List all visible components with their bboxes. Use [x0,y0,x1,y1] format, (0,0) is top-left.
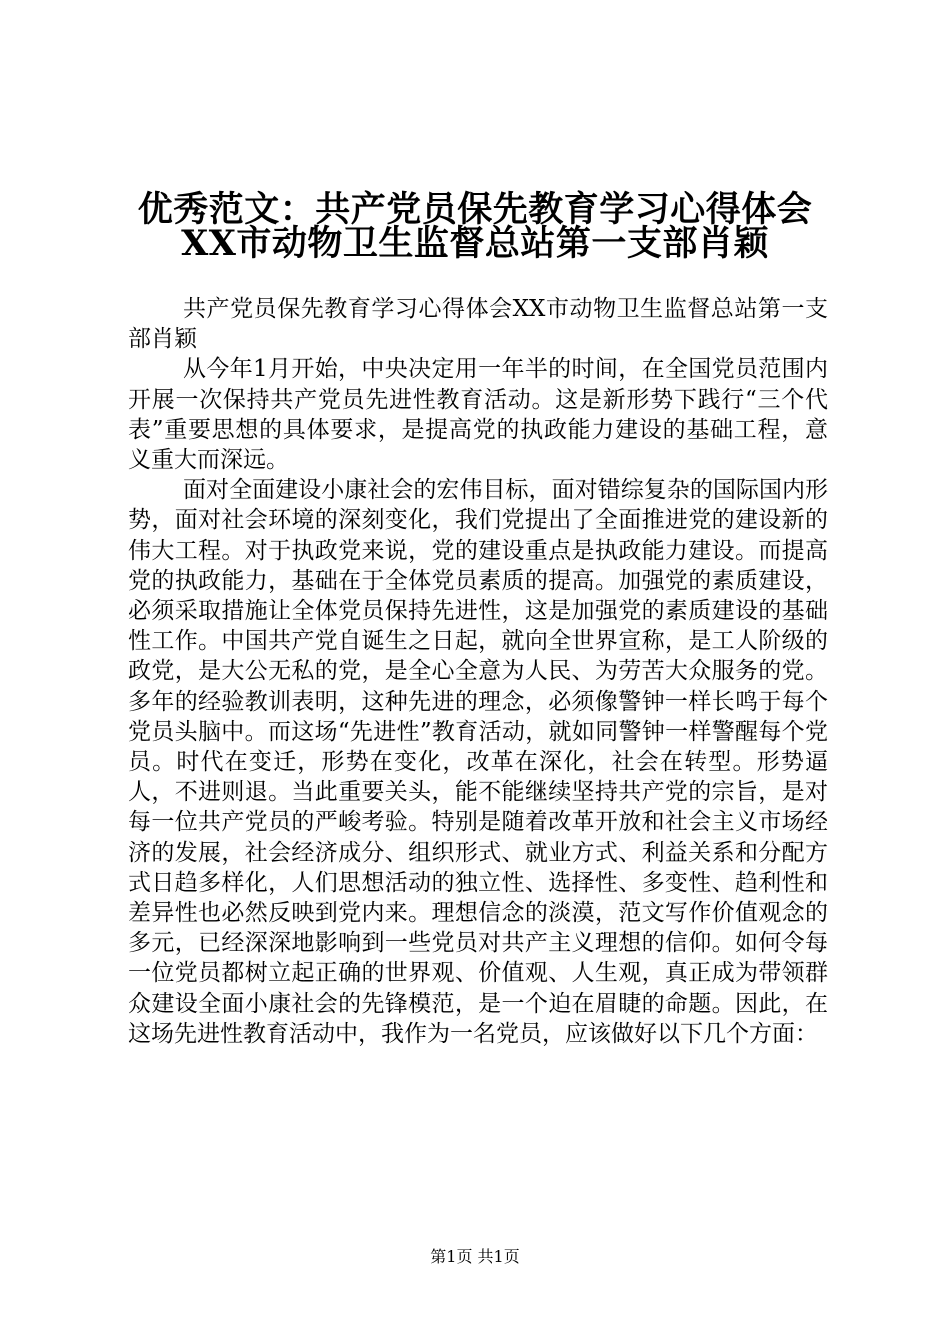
paragraph-1: 共产党员保先教育学习心得体会XX市动物卫生监督总站第一支部肖颖 [128,296,828,353]
page-footer: 第1页 共1页 [430,1247,520,1266]
document-body [128,294,828,1049]
document-title-line-2: XX市动物卫生监督总站第一支部肖颖 [181,223,769,264]
document-title-line-1: 优秀范文：共产党员保先教育学习心得体会 [137,189,813,230]
paragraph-2: 从今年1月开始，中央决定用一年半的时间，在全国党员范围内开展一次保持共产党员先进性教育活动。这是新形势下践行“三个代表”重要思想的具体要求，是提高党的执政能力建设的基础工程，意义重大而深远。 [128,356,828,474]
paragraph-3: 面对全面建设小康社会的宏伟目标，面对错综复杂的国际国内形势，面对社会环境的深刻变化，我们党提出了全面推进党的建设新的伟大工程。对于执政党来说，党的建设重点是执政能力建设。而提高党的执政能力，基础在于全体党员素质的提高。加强党的素质建设，必须采取措施让全体党员保持先进性，这是加强党的素质建设的基础性工作。中国共产党自诞生之日起，就向全世界宣称，是工人阶级的政党，是大公无私的党，是全心全意为人民、为劳苦大众服务的党。多年的经验教训表明，这种先进的理念，必须像警钟一样长鸣于每个党员头脑中。而这场“先进性”教育活动，就如同警钟一样警醒每个党员。时代在变迁，形势在变化，改革在深化，社会在转型。形势逼人，不进则退。当此重要关头，能不能继续坚持共产党的宗旨，是对每一位共产党员的严峻考验。特别是随着改革开放和社会主义市场经济的发展，社会经济成分、组织形式、就业方式、利益关系和分配方式日趋多样化，人们思想活动的独立性、选择性、多变性、趋利性和差异性也必然反映到党内来。理想信念的淡漠，范文写作价值观念的多元，已经深深地影响到一些党员对共产主义理想的信仰。如何令每一位党员都树立起正确的世界观、价值观、人生观，真正成为带领群众建设全面小康社会的先锋模范，是一个迫在眉睫的命题。因此，在这场先进性教育活动中，我作为一名党员，应该做好以下几个方面： [128,477,828,1047]
